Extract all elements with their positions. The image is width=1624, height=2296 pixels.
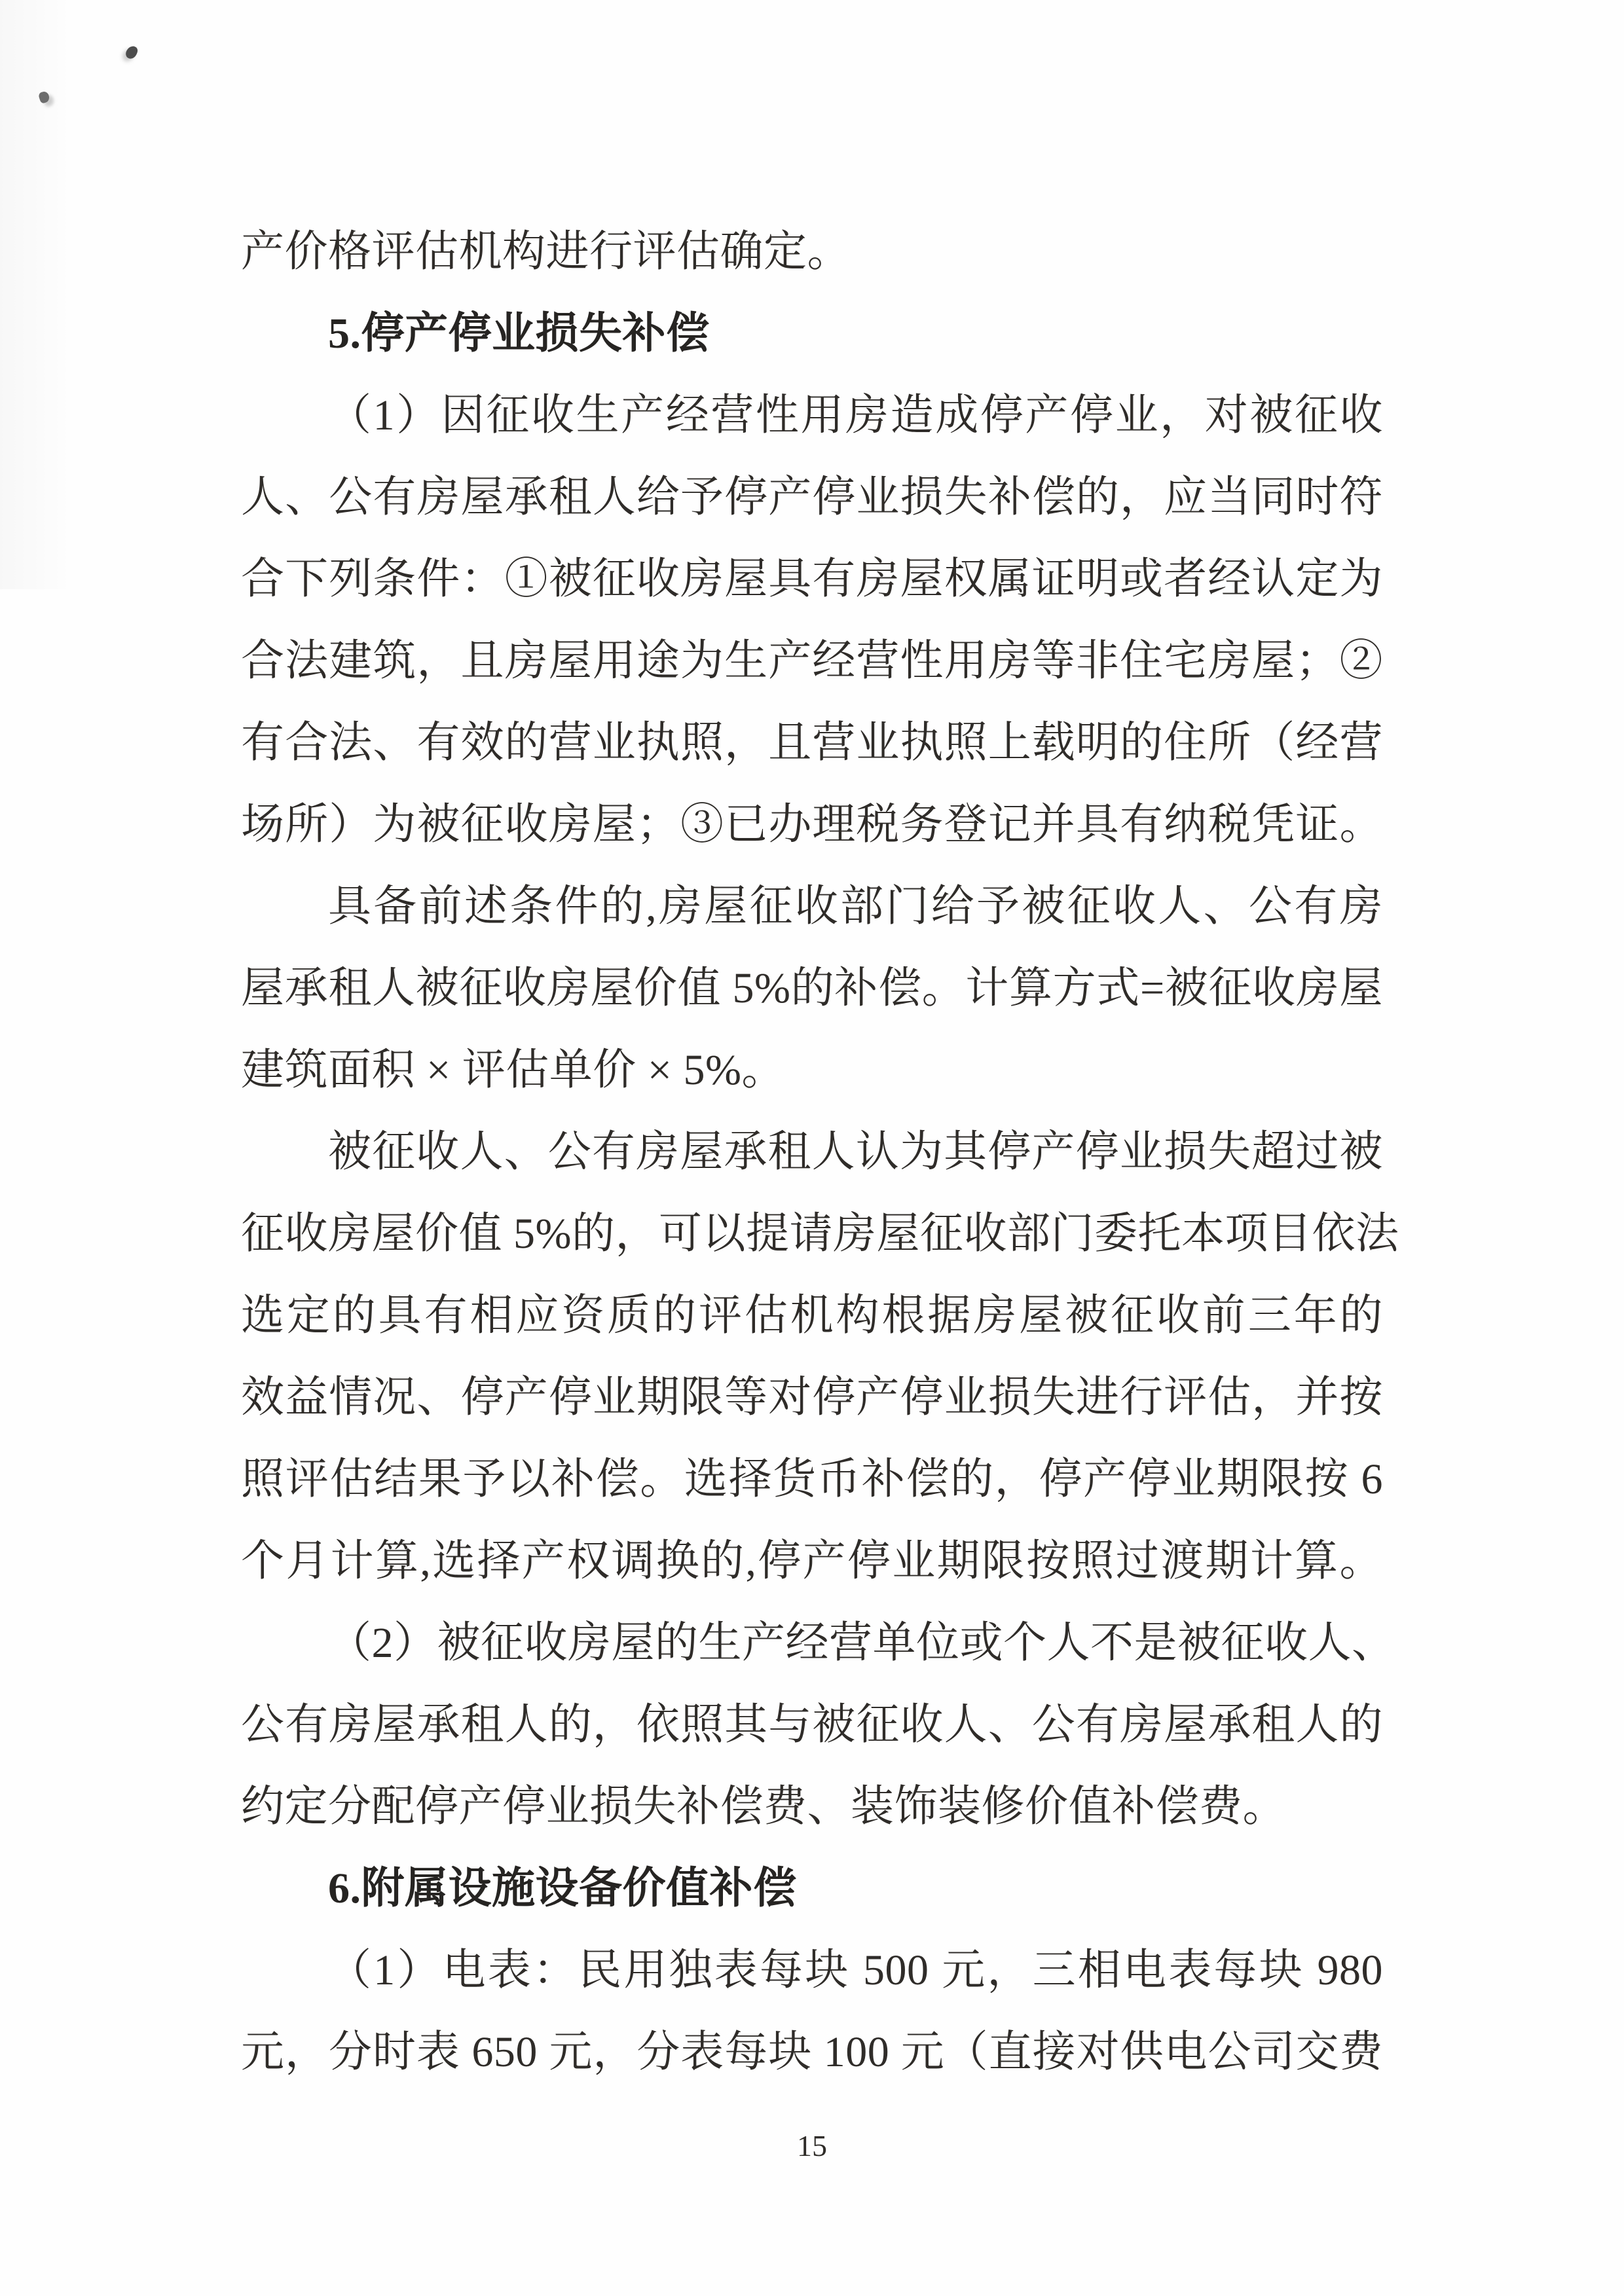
text-line: 公有房屋承租人的，依照其与被征收人、公有房屋承租人的 xyxy=(241,1701,1383,1749)
text-line: 约定分配停产停业损失补偿费、装饰装修价值补偿费。 xyxy=(241,1783,1286,1831)
scan-speck xyxy=(38,90,51,104)
text-line: （1）因征收生产经营性用房造成停产停业，对被征收 xyxy=(328,392,1383,439)
text-line: 具备前述条件的,房屋征收部门给予被征收人、公有房 xyxy=(328,883,1383,930)
text-line: 屋承租人被征收房屋价值 5%的补偿。计算方式=被征收房屋 xyxy=(241,964,1383,1012)
text-line: 合下列条件：①被征收房屋具有房屋权属证明或者经认定为 xyxy=(241,555,1383,603)
scan-speck xyxy=(124,45,139,61)
text-line: 效益情况、停产停业期限等对停产停业损失进行评估，并按 xyxy=(241,1374,1383,1421)
text-line: 有合法、有效的营业执照，且营业执照上载明的住所（经营 xyxy=(241,719,1383,767)
text-line: 选定的具有相应资质的评估机构根据房屋被征收前三年的 xyxy=(241,1292,1383,1339)
section-heading-5: 5.停产停业损失补偿 xyxy=(328,310,710,357)
body-text xyxy=(241,211,1399,2093)
text-line: 产价格评估机构进行评估确定。 xyxy=(241,228,851,276)
text-line: 被征收人、公有房屋承租人认为其停产停业损失超过被 xyxy=(328,1128,1383,1176)
scanner-edge-shadow xyxy=(0,0,72,589)
text-line: 元，分时表 650 元，分表每块 100 元（直接对供电公司交费 xyxy=(241,2028,1383,2076)
text-line: 合法建筑，且房屋用途为生产经营性用房等非住宅房屋；② xyxy=(241,637,1383,685)
text-line: （1）电表：民用独表每块 500 元，三相电表每块 980 xyxy=(328,1946,1383,1994)
text-line: 场所）为被征收房屋；③已办理税务登记并具有纳税凭证。 xyxy=(241,801,1383,848)
text-line: 建筑面积 × 评估单价 × 5%。 xyxy=(241,1046,785,1094)
text-line: 照评估结果予以补偿。选择货币补偿的，停产停业期限按 6 xyxy=(241,1455,1383,1503)
text-line: 个月计算,选择产权调换的,停产停业期限按照过渡期计算。 xyxy=(241,1537,1383,1585)
section-heading-6: 6.附属设施设备价值补偿 xyxy=(328,1865,797,1912)
page-number: 15 xyxy=(797,2129,827,2162)
text-line: 征收房屋价值 5%的，可以提请房屋征收部门委托本项目依法 xyxy=(241,1210,1399,1258)
text-line: （2）被征收房屋的生产经营单位或个人不是被征收人、 xyxy=(328,1619,1395,1667)
text-line: 人、公有房屋承租人给予停产停业损失补偿的，应当同时符 xyxy=(241,473,1383,521)
